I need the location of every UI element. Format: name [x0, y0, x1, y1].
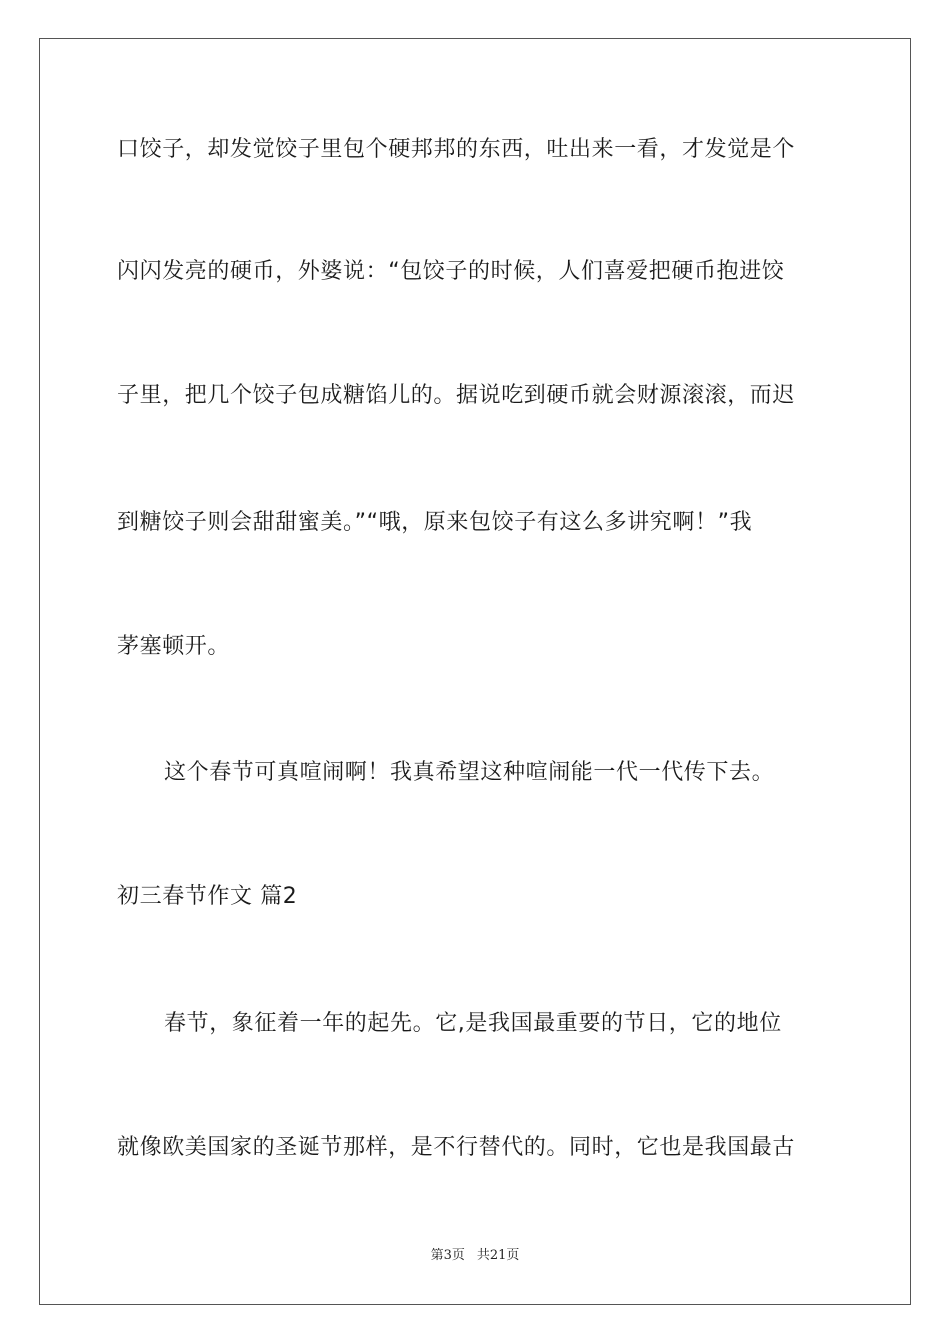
page-total: 共21页 [476, 1248, 520, 1263]
body-text-line: 口饺子，却发觉饺子里包个硬邦邦的东西，吐出来一看，才发觉是个 [117, 137, 796, 162]
body-text-line: 茅塞顿开。 [117, 634, 231, 659]
body-text-line: 子里，把几个饺子包成糖馅儿的。据说吃到硬币就会财源滚滚，而迟 [117, 383, 796, 408]
body-text-line: 这个春节可真喧闹啊！我真希望这种喧闹能一代一代传下去。 [164, 760, 775, 785]
body-text-line: 就像欧美国家的圣诞节那样，是不行替代的。同时，它也是我国最古 [117, 1135, 796, 1160]
body-text-line: 到糖饺子则会甜甜蜜美。”“哦，原来包饺子有这么多讲究啊！”我 [117, 510, 753, 535]
body-text-line: 闪闪发亮的硬币，外婆说：“包饺子的时候，人们喜爱把硬币抱进饺 [117, 259, 785, 284]
body-text-line: 春节，象征着一年的起先。它,是我国最重要的节日，它的地位 [164, 1011, 782, 1036]
page-footer [0, 1247, 950, 1265]
page-border [39, 38, 911, 1305]
page-number: 第3页 [430, 1248, 465, 1263]
section-heading: 初三春节作文 篇2 [117, 884, 298, 909]
